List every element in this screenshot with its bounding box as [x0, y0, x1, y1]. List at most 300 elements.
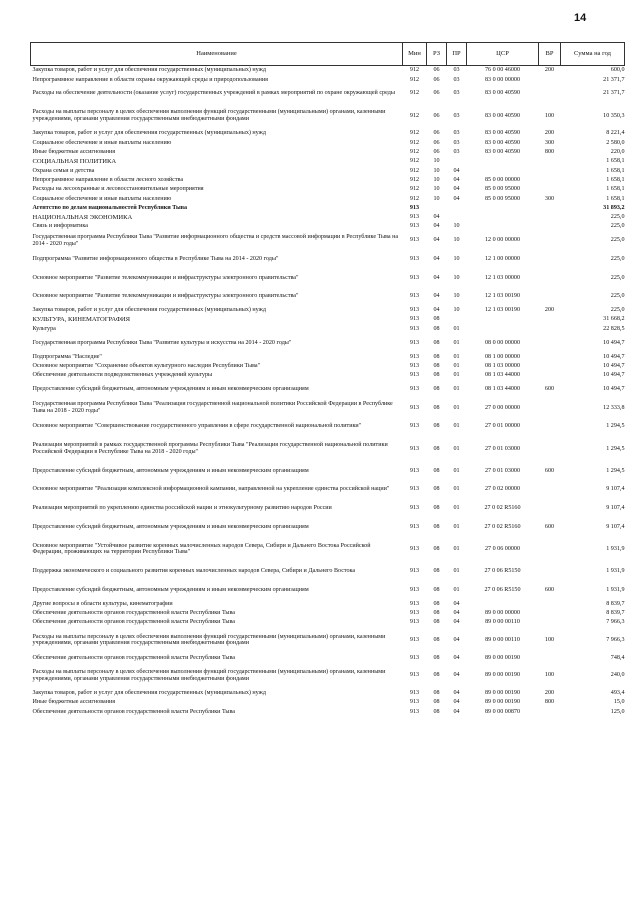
cell-min: 912 — [409, 139, 420, 146]
cell-csr: 89 0 00 00110 — [485, 619, 520, 626]
cell-vr: 300 — [544, 139, 555, 146]
cell-min: 913 — [409, 255, 420, 262]
cell-vr: 600 — [544, 523, 555, 530]
table-row — [31, 85, 625, 104]
cell-vr — [539, 499, 561, 518]
cell-sum: 1 658,1 — [606, 176, 625, 183]
cell-min: 913 — [409, 293, 420, 300]
cell-min: 913 — [409, 708, 420, 715]
cell-csr: 89 0 00 00190 — [484, 654, 521, 661]
table-row — [31, 518, 625, 537]
cell-vr — [539, 562, 561, 581]
cell-pr: 04 — [453, 708, 460, 715]
cell-rz: 06 — [433, 112, 440, 119]
cell-rz: 08 — [433, 386, 440, 393]
table-row — [31, 157, 625, 166]
table-row — [31, 103, 625, 129]
cell-pr: 03 — [453, 112, 460, 119]
cell-rz: 04 — [433, 223, 440, 230]
cell-rz: 06 — [433, 130, 440, 137]
cell-vr: 600 — [544, 586, 555, 593]
cell-sum: 220,0 — [610, 149, 625, 156]
cell-rz: 10 — [433, 195, 440, 202]
cell-csr: 83 0 00 00000 — [484, 76, 521, 83]
cell-min: 912 — [409, 158, 420, 165]
cell-min: 912 — [409, 167, 420, 174]
cell-min: 913 — [409, 637, 420, 644]
cell-sum: 7 966,3 — [606, 619, 625, 626]
table-row — [31, 698, 625, 707]
cell-name: Обеспечение деятельности органов государственной власти Республики Тыва — [32, 619, 235, 626]
cell-rz: 04 — [433, 293, 440, 300]
cell-sum: 748,4 — [610, 654, 625, 661]
cell-sum: 225,0 — [610, 255, 625, 262]
cell-rz: 08 — [433, 404, 440, 411]
cell-name: КУЛЬТУРА, КИНЕМАТОГРАФИЯ — [32, 316, 131, 324]
cell-pr: 03 — [453, 149, 460, 156]
cell-pr: 03 — [453, 76, 460, 83]
cell-sum: 22 828,5 — [603, 325, 625, 332]
cell-name: Подпрограмма "Развитие информационного общества в Республике Тыва на 2014 - 2020 годы" — [32, 255, 279, 262]
cell-csr: 12 1 03 00190 — [484, 293, 521, 300]
cell-name: Подпрограмма "Наследие" — [32, 353, 102, 360]
cell-sum: 1 931,9 — [606, 545, 625, 552]
cell-rz: 08 — [433, 708, 440, 715]
cell-min: 913 — [409, 372, 420, 379]
table-row — [31, 627, 625, 653]
cell-vr — [539, 287, 561, 306]
cell-vr — [539, 85, 561, 104]
cell-sum: 10 494,7 — [603, 353, 625, 360]
cell-csr: 76 0 00 46000 — [484, 67, 521, 74]
cell-pr: 04 — [453, 699, 460, 706]
cell-vr: 100 — [544, 672, 555, 679]
header-rz: РЗ — [427, 43, 447, 66]
cell-name: Закупка товаров, работ и услуг для обеспечения государственных (муниципальных) нужд — [32, 130, 266, 137]
cell-sum: 31 893,2 — [603, 204, 625, 211]
cell-sum: 1 658,1 — [606, 195, 625, 202]
cell-pr: 10 — [453, 255, 460, 262]
cell-csr: 12 1 03 00190 — [484, 307, 521, 314]
cell-sum: 9 107,4 — [606, 505, 625, 512]
cell-vr — [539, 157, 561, 166]
cell-sum: 10 494,7 — [603, 386, 625, 393]
cell-vr — [539, 618, 561, 627]
table-row — [31, 194, 625, 203]
cell-csr: 89 0 00 00190 — [484, 699, 521, 706]
table-row — [31, 436, 625, 462]
cell-min: 913 — [409, 204, 420, 211]
cell-rz: 08 — [433, 568, 440, 575]
cell-csr: 12 1 03 00000 — [484, 274, 521, 281]
cell-name: Обеспечение деятельности подведомственных учреждений культуры — [32, 372, 213, 379]
cell-vr — [539, 371, 561, 380]
cell-rz: 08 — [433, 654, 440, 661]
table-row — [31, 581, 625, 600]
cell-name: Основное мероприятие "Совершенствование государственного управления в сфере государственной национальной политики" — [32, 423, 362, 430]
cell-name: Иные бюджетные ассигнования — [32, 149, 116, 156]
cell-pr: 04 — [453, 619, 460, 626]
table-row — [31, 306, 625, 315]
cell-pr: 01 — [453, 404, 460, 411]
cell-rz: 08 — [433, 325, 440, 332]
cell-name: Социальное обеспечение и иные выплаты населению — [32, 195, 172, 202]
table-row — [31, 536, 625, 562]
cell-pr: 04 — [453, 195, 460, 202]
cell-sum: 225,0 — [610, 223, 625, 230]
cell-name: Иные бюджетные ассигнования — [32, 699, 116, 706]
cell-min: 912 — [409, 130, 420, 137]
cell-sum: 493,4 — [610, 689, 625, 696]
header-sum: Сумма на год — [561, 43, 625, 66]
cell-csr: 85 0 00 95000 — [484, 186, 521, 193]
cell-name: Закупка товаров, работ и услуг для обеспечения государственных (муниципальных) нужд — [32, 689, 266, 696]
cell-rz: 08 — [433, 353, 440, 360]
cell-min: 913 — [409, 445, 420, 452]
cell-min: 913 — [409, 619, 420, 626]
cell-rz: 10 — [433, 158, 440, 165]
cell-pr: 01 — [453, 467, 460, 474]
cell-min: 912 — [409, 76, 420, 83]
cell-pr: 01 — [453, 568, 460, 575]
cell-rz: 08 — [433, 486, 440, 493]
cell-csr: 08 1 03 44000 — [484, 372, 521, 379]
header-pr: ПР — [447, 43, 467, 66]
cell-vr — [539, 536, 561, 562]
table-row — [31, 689, 625, 698]
cell-rz: 08 — [433, 600, 440, 607]
cell-pr: 04 — [453, 610, 460, 617]
cell-pr — [447, 315, 467, 324]
cell-name: Расходы на выплаты персоналу в целях обеспечения выполнения функций государственными (муниципальными) органами, казенными учреждениями, органами управления государственными внебюджетными фондами — [32, 109, 386, 123]
cell-name: Социальное обеспечение и иные выплаты населению — [32, 139, 172, 146]
cell-csr: 08 1 03 00000 — [484, 362, 521, 369]
cell-name: Связь и информатика — [32, 223, 88, 230]
cell-pr — [447, 157, 467, 166]
cell-sum: 1 294,5 — [606, 467, 625, 474]
cell-rz: 06 — [433, 76, 440, 83]
table-row — [31, 231, 625, 250]
cell-rz: 08 — [433, 699, 440, 706]
cell-name: Основное мероприятие "Развитие телекоммуникации и инфраструктуры электронного правительства" — [32, 293, 299, 300]
cell-min: 913 — [409, 486, 420, 493]
cell-pr: 10 — [453, 293, 460, 300]
table-row — [31, 66, 625, 76]
cell-rz: 08 — [433, 423, 440, 430]
cell-rz: 04 — [433, 214, 440, 221]
cell-name: Основное мероприятие "Реализация комплексной информационной кампании, направленной на укрепление единства российской нации" — [32, 486, 390, 493]
cell-pr: 01 — [453, 445, 460, 452]
cell-csr: 85 0 00 95000 — [484, 195, 521, 202]
cell-min: 913 — [409, 689, 420, 696]
cell-name: Расходы на выплаты персоналу в целях обеспечения выполнения функций государственными (муниципальными) органами, казенными учреждениями, органами управления государственными внебюджетными фондами — [32, 668, 386, 682]
cell-rz: 08 — [433, 445, 440, 452]
cell-sum: 10 494,7 — [603, 339, 625, 346]
cell-min: 913 — [409, 307, 420, 314]
cell-pr: 04 — [453, 186, 460, 193]
cell-vr — [539, 250, 561, 269]
cell-name: Другие вопросы в области культуры, кинематографии — [32, 600, 173, 607]
cell-pr: 04 — [453, 689, 460, 696]
cell-name: Обеспечение деятельности органов государственной власти Республики Тыва — [32, 610, 235, 617]
cell-csr — [467, 600, 539, 609]
cell-pr: 04 — [453, 176, 460, 183]
cell-name: Реализация мероприятий в рамках государственной программы Республики Тыва "Реализация государственной национальной политики Российской Федерации в Республике Тыва на 2018 - 2020 годы" — [32, 442, 388, 455]
cell-csr: 85 0 00 00000 — [484, 176, 521, 183]
cell-vr: 200 — [544, 307, 555, 314]
cell-vr — [539, 600, 561, 609]
cell-min: 912 — [409, 195, 420, 202]
cell-rz: 06 — [433, 139, 440, 146]
cell-name: Предоставление субсидий бюджетным, автономным учреждениям и иным некоммерческим организациям — [32, 467, 309, 474]
cell-rz: 08 — [433, 637, 440, 644]
cell-csr: 08 0 00 00000 — [484, 339, 521, 346]
table-row — [31, 481, 625, 500]
cell-pr: 10 — [453, 237, 460, 244]
cell-min: 913 — [409, 362, 420, 369]
table-row — [31, 653, 625, 662]
cell-min: 913 — [409, 274, 420, 281]
cell-sum: 1 658,1 — [606, 158, 625, 165]
header-vr: ВР — [539, 43, 561, 66]
cell-pr: 01 — [453, 353, 460, 360]
cell-name: Поддержка экономического и социального развития коренных малочисленных народов Севера, Сибири и Дальнего Востока — [32, 568, 356, 575]
cell-min: 913 — [409, 586, 420, 593]
cell-csr: 12 0 00 00000 — [484, 237, 521, 244]
cell-csr — [467, 204, 539, 213]
cell-pr: 10 — [453, 274, 460, 281]
cell-min: 913 — [409, 699, 420, 706]
cell-csr: 27 0 00 00000 — [484, 404, 521, 411]
cell-sum: 8 839,7 — [606, 600, 625, 607]
cell-vr — [539, 436, 561, 462]
cell-pr: 01 — [453, 339, 460, 346]
cell-csr: 89 0 00 00870 — [484, 708, 521, 715]
cell-rz: 06 — [433, 67, 440, 74]
cell-pr: 03 — [453, 130, 460, 137]
cell-pr: 03 — [453, 139, 460, 146]
cell-vr — [539, 75, 561, 84]
cell-csr: 27 0 01 00000 — [484, 423, 521, 430]
cell-csr: 08 1 03 44000 — [484, 386, 521, 393]
cell-sum: 240,0 — [610, 672, 625, 679]
cell-vr — [539, 315, 561, 324]
table-row — [31, 129, 625, 138]
cell-min: 912 — [409, 186, 420, 193]
table-row — [31, 324, 625, 333]
cell-name: Государственная программа Республики Тыва "Развитие культуры и искусства на 2014 - 2020 годы" — [32, 339, 292, 346]
cell-csr: 27 0 02 R5160 — [484, 505, 521, 512]
cell-csr — [467, 213, 539, 222]
cell-csr: 27 0 02 R5160 — [484, 523, 521, 530]
cell-rz: 08 — [433, 467, 440, 474]
cell-csr: 12 1 00 00000 — [484, 255, 521, 262]
cell-name: Закупка товаров, работ и услуг для обеспечения государственных (муниципальных) нужд — [32, 307, 266, 314]
cell-rz: 10 — [433, 176, 440, 183]
cell-sum: 21 371,7 — [603, 76, 625, 83]
cell-pr: 04 — [453, 654, 460, 661]
cell-min: 913 — [409, 568, 420, 575]
cell-sum: 10 350,3 — [603, 112, 625, 119]
cell-min: 913 — [409, 672, 420, 679]
cell-sum: 10 494,7 — [603, 372, 625, 379]
cell-name: Основное мероприятие "Сохранение объектов культурного наследия Республики Тыва" — [32, 362, 261, 369]
table-row — [31, 213, 625, 222]
cell-pr: 01 — [453, 523, 460, 530]
cell-csr: 83 0 00 40590 — [484, 112, 521, 119]
cell-csr: 83 0 00 40590 — [484, 139, 521, 146]
cell-name: Охрана семьи и детства — [32, 167, 95, 174]
table-row — [31, 663, 625, 689]
cell-rz: 06 — [433, 149, 440, 156]
table-row — [31, 185, 625, 194]
cell-pr: 01 — [453, 586, 460, 593]
cell-rz: 08 — [433, 372, 440, 379]
cell-vr — [539, 176, 561, 185]
budget-table — [30, 42, 625, 717]
cell-pr: 01 — [453, 423, 460, 430]
cell-name: Предоставление субсидий бюджетным, автономным учреждениям и иным некоммерческим организациям — [32, 586, 309, 593]
cell-min: 913 — [409, 423, 420, 430]
cell-csr — [467, 166, 539, 175]
cell-rz: 08 — [433, 316, 440, 323]
cell-min: 913 — [409, 404, 420, 411]
cell-sum: 2 580,0 — [606, 139, 625, 146]
cell-sum: 225,0 — [610, 293, 625, 300]
cell-name: Предоставление субсидий бюджетным, автономным учреждениям и иным некоммерческим организациям — [32, 386, 309, 393]
cell-pr: 04 — [453, 600, 460, 607]
cell-name: Расходы на лесоохранные и лесовосстановительные мероприятия — [32, 186, 204, 193]
cell-rz: 08 — [433, 672, 440, 679]
cell-csr: 27 0 01 03000 — [484, 445, 521, 452]
table-row — [31, 176, 625, 185]
cell-sum: 1 294,5 — [606, 445, 625, 452]
cell-csr: 27 0 06 R5150 — [484, 568, 521, 575]
cell-pr: 10 — [453, 223, 460, 230]
cell-name: Культура — [32, 325, 56, 332]
table-row — [31, 222, 625, 231]
cell-rz: 08 — [433, 610, 440, 617]
cell-name: Непрограммное направление в области лесного хозяйства — [32, 176, 184, 183]
cell-sum: 225,0 — [610, 237, 625, 244]
cell-min: 913 — [409, 467, 420, 474]
cell-vr — [539, 166, 561, 175]
cell-rz: 08 — [433, 339, 440, 346]
cell-pr: 01 — [453, 325, 460, 332]
cell-sum: 15,0 — [613, 699, 625, 706]
cell-min: 913 — [409, 214, 420, 221]
cell-sum: 225,0 — [610, 274, 625, 281]
cell-sum: 9 107,4 — [606, 486, 625, 493]
cell-sum: 12 333,8 — [603, 404, 625, 411]
cell-rz: 04 — [433, 307, 440, 314]
cell-vr: 200 — [544, 130, 555, 137]
cell-rz: 08 — [433, 586, 440, 593]
cell-rz — [427, 204, 447, 213]
cell-pr: 01 — [453, 545, 460, 552]
table-row — [31, 352, 625, 361]
table-row — [31, 315, 625, 324]
cell-min: 913 — [409, 316, 420, 323]
cell-rz: 04 — [433, 237, 440, 244]
cell-vr: 800 — [544, 699, 555, 706]
cell-vr — [539, 417, 561, 436]
cell-rz: 08 — [433, 689, 440, 696]
page-number: 14 — [574, 12, 587, 24]
cell-sum: 1 294,5 — [606, 423, 625, 430]
cell-name: Основное мероприятие "Развитие телекоммуникации и инфраструктуры электронного правительства" — [32, 274, 299, 281]
table-row — [31, 148, 625, 157]
cell-name: Расходы на выплаты персоналу в целях обеспечения выполнения функций государственными (муниципальными) органами, казенными учреждениями, органами управления государственными внебюджетными фондами — [32, 633, 386, 647]
cell-csr: 89 0 00 00110 — [485, 637, 520, 644]
cell-min: 912 — [409, 67, 420, 74]
cell-sum: 1 931,9 — [606, 586, 625, 593]
cell-rz: 10 — [433, 186, 440, 193]
cell-min: 913 — [409, 523, 420, 530]
cell-name: Агентство по делам национальностей Республики Тыва — [32, 204, 188, 211]
cell-rz: 08 — [433, 362, 440, 369]
table-row — [31, 609, 625, 618]
cell-csr — [467, 222, 539, 231]
cell-csr: 27 0 06 00000 — [484, 545, 521, 552]
cell-min: 913 — [409, 505, 420, 512]
cell-pr: 01 — [453, 386, 460, 393]
table-row — [31, 371, 625, 380]
cell-sum: 31 668,2 — [603, 316, 625, 323]
cell-min: 912 — [409, 90, 420, 97]
table-row — [31, 334, 625, 353]
cell-pr: 03 — [453, 90, 460, 97]
table-row — [31, 380, 625, 399]
header-name: Наименование — [31, 43, 403, 66]
cell-min: 912 — [409, 176, 420, 183]
cell-csr: 27 0 06 R5150 — [484, 586, 521, 593]
cell-name: Расходы на обеспечение деятельности (оказание услуг) государственных учреждений в рамках мероприятий по охране окружающей среды — [32, 90, 395, 97]
cell-vr: 300 — [544, 195, 555, 202]
cell-vr — [539, 231, 561, 250]
table-row — [31, 250, 625, 269]
cell-min: 913 — [409, 353, 420, 360]
table-row — [31, 362, 625, 371]
cell-vr — [539, 362, 561, 371]
table-body — [31, 66, 625, 717]
cell-sum: 9 107,4 — [606, 523, 625, 530]
cell-vr: 100 — [544, 112, 555, 119]
cell-min: 912 — [409, 149, 420, 156]
table-row — [31, 618, 625, 627]
table-row — [31, 462, 625, 481]
cell-min: 913 — [409, 654, 420, 661]
cell-csr: 83 0 00 40590 — [484, 130, 521, 137]
cell-vr: 100 — [544, 637, 555, 644]
cell-vr — [539, 352, 561, 361]
cell-csr: 89 0 00 00190 — [484, 689, 521, 696]
cell-vr: 800 — [544, 149, 555, 156]
table-row — [31, 287, 625, 306]
cell-min: 913 — [409, 325, 420, 332]
cell-rz: 08 — [433, 523, 440, 530]
table-row — [31, 166, 625, 175]
cell-sum: 1 931,9 — [606, 568, 625, 575]
cell-name: Государственная программа Республики Тыва "Развитие информационного общества и средств массовой информации в Республике Тыва на 2014 - 2020 годы" — [32, 233, 399, 247]
cell-pr: 01 — [453, 486, 460, 493]
cell-vr: 600 — [544, 467, 555, 474]
cell-pr: 04 — [453, 167, 460, 174]
cell-sum: 1 658,1 — [606, 186, 625, 193]
table-row — [31, 75, 625, 84]
table-row — [31, 562, 625, 581]
cell-vr — [539, 324, 561, 333]
